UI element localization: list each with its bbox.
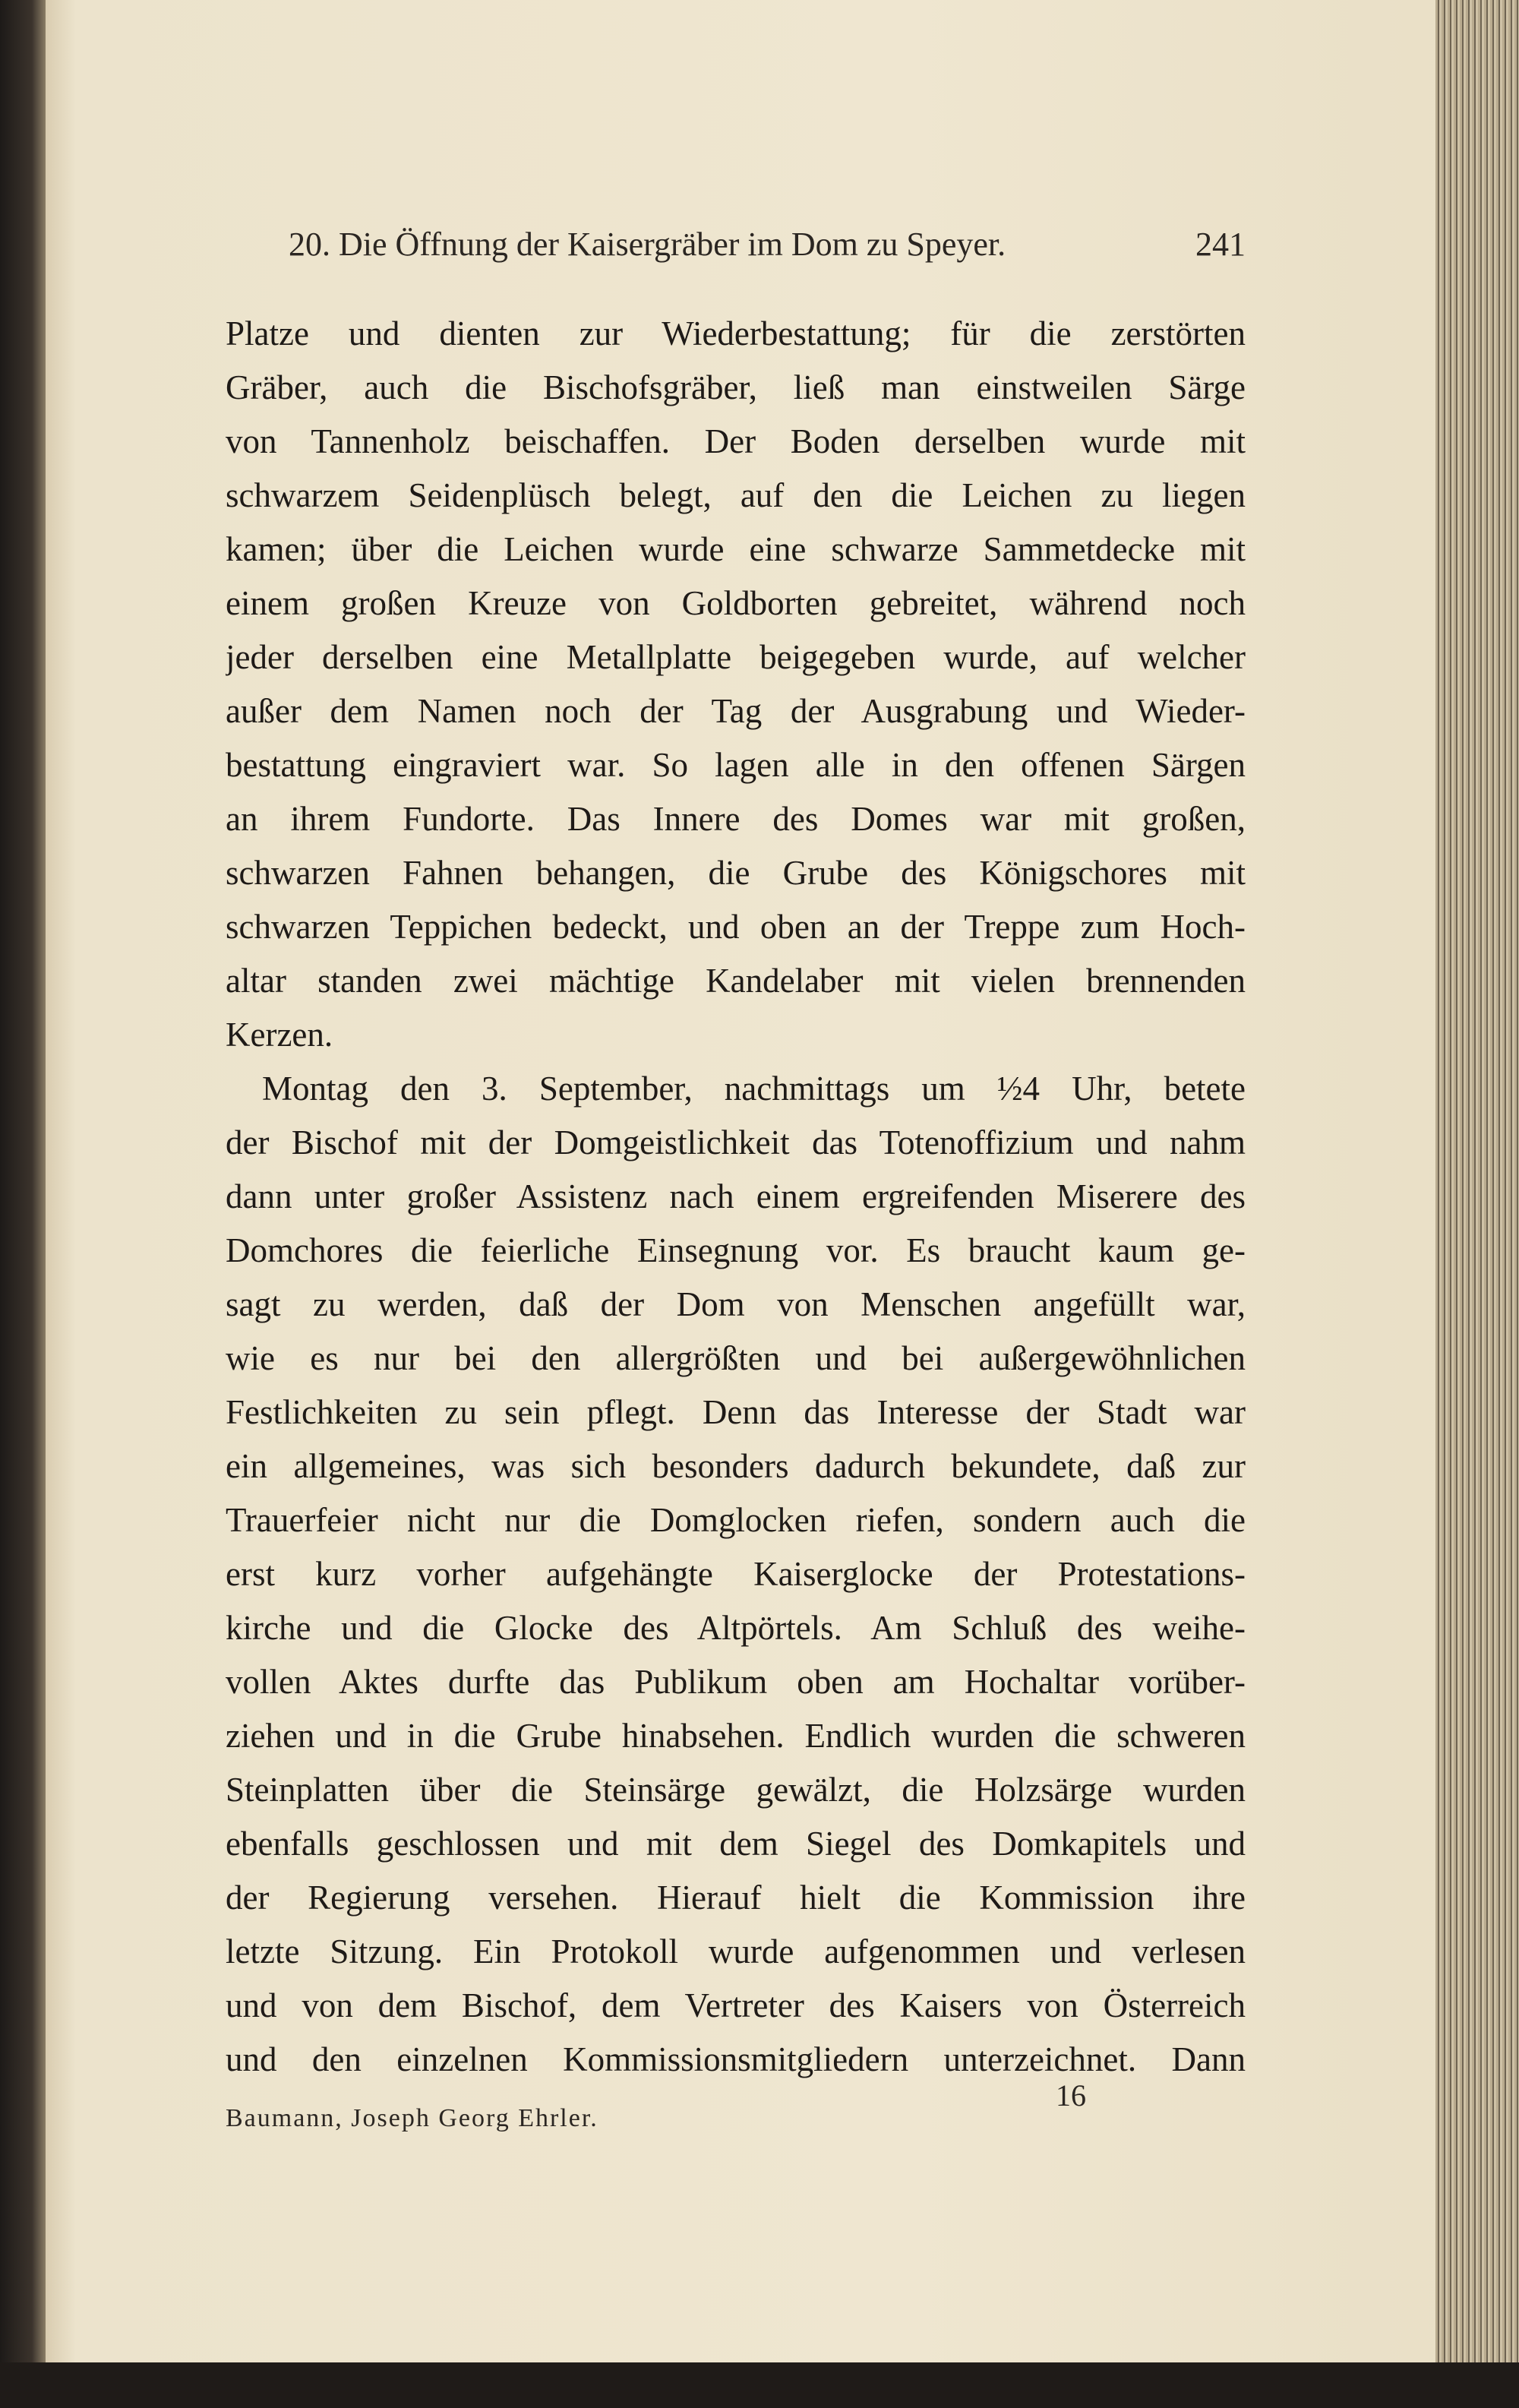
text-line: an ihrem Fundorte. Das Innere des Domes war mit großen, [226,800,1246,838]
text-line: bestattung eingraviert war. So lagen alle in den offenen Särgen [226,746,1246,784]
text-line: Kerzen. [226,1016,333,1054]
body-text [226,307,1246,2087]
text-line: und von dem Bischof, dem Vertreter des Kaisers von Österreich [226,1986,1246,2024]
text-line: Steinplatten über die Steinsärge gewälzt, die Holzsärge wurden [226,1771,1246,1809]
text-line: Festlichkeiten zu sein pflegt. Denn das Interesse der Stadt war [226,1393,1246,1431]
text-line: letzte Sitzung. Ein Protokoll wurde aufgenommen und verlesen [226,1932,1246,1970]
running-header [289,225,1246,270]
text-line: von Tannenholz beischaffen. Der Boden derselben wurde mit [226,422,1246,460]
text-line: sagt zu werden, daß der Dom von Menschen angefüllt war, [226,1285,1246,1323]
text-line: schwarzem Seidenplüsch belegt, auf den die Leichen zu liegen [226,476,1246,514]
text-line: der Regierung versehen. Hierauf hielt die Kommission ihre [226,1879,1246,1917]
text-line: schwarzen Teppichen bedeckt, und oben an der Treppe zum Hoch- [226,908,1246,946]
text-line: kamen; über die Leichen wurde eine schwarze Sammetdecke mit [226,530,1246,568]
page-edges [1435,0,1519,2408]
page-number: 241 [1195,226,1246,263]
text-line: jeder derselben eine Metallplatte beigegeben wurde, auf welcher [226,638,1246,676]
text-line: Montag den 3. September, nachmittags um ½4 Uhr, betete [262,1070,1246,1108]
text-line: kirche und die Glocke des Altpörtels. Am Schluß des weihe- [226,1609,1246,1647]
text-line: Trauerfeier nicht nur die Domglocken riefen, sondern auch die [226,1501,1246,1539]
book-spine-shadow [0,0,46,2408]
text-line: vollen Aktes durfte das Publikum oben am Hochaltar vorüber- [226,1663,1246,1701]
text-line: altar standen zwei mächtige Kandelaber mit vielen brennenden [226,962,1246,1000]
text-line: der Bischof mit der Domgeistlichkeit das Totenoffizium und nahm [226,1123,1246,1161]
chapter-title: 20. Die Öffnung der Kaisergräber im Dom zu Speyer. [289,226,1006,263]
text-line: außer dem Namen noch der Tag der Ausgrabung und Wieder- [226,692,1246,730]
text-line: erst kurz vorher aufgehängte Kaiserglocke der Protestations- [226,1555,1246,1593]
text-line: Domchores die feierliche Einsegnung vor. Es braucht kaum ge- [226,1231,1246,1269]
text-line: wie es nur bei den allergrößten und bei außergewöhnlichen [226,1339,1246,1377]
text-line: und den einzelnen Kommissionsmitgliedern unterzeichnet. Dann [226,2040,1246,2078]
text-line: Platze und dienten zur Wiederbestattung; für die zerstörten [226,314,1246,352]
text-line: dann unter großer Assistenz nach einem ergreifenden Miserere des [226,1177,1246,1215]
text-line: ein allgemeines, was sich besonders dadurch bekundete, daß zur [226,1447,1246,1485]
text-line: ziehen und in die Grube hinabsehen. Endlich wurden die schweren [226,1717,1246,1755]
scan-background [0,2362,1519,2408]
sheet-number: 16 [1056,2078,1086,2113]
printer-signature: Baumann, Joseph Georg Ehrler. [226,2104,598,2132]
text-line: einem großen Kreuze von Goldborten gebreitet, während noch [226,584,1246,622]
text-line: Gräber, auch die Bischofsgräber, ließ man einstweilen Särge [226,368,1246,406]
text-line: schwarzen Fahnen behangen, die Grube des Königschores mit [226,854,1246,892]
text-line: ebenfalls geschlossen und mit dem Siegel des Domkapitels und [226,1825,1246,1863]
